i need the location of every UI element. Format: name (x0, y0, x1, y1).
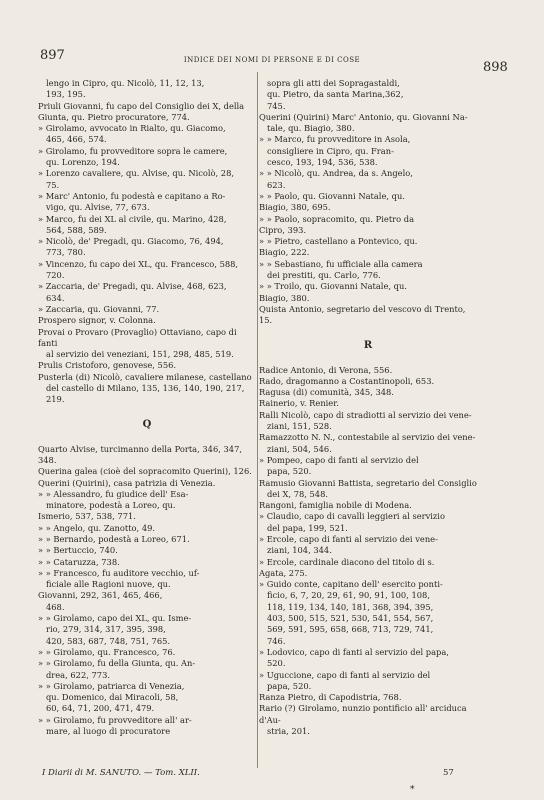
index-continuation: 746. (267, 635, 286, 646)
section-gap (38, 434, 256, 444)
index-subentry: » » Francesco, fu auditore vecchio, uf- (38, 567, 200, 578)
index-continuation: del castello di Milano, 135, 136, 140, 190, 217, (46, 383, 245, 394)
index-entry: Agata, 275. (259, 567, 308, 578)
index-subentry: » Girolamo, avvocato in Rialto, qu. Giacomo, (38, 123, 226, 134)
section-gap (38, 406, 256, 416)
index-continuation: dei X, 78, 548. (267, 488, 328, 499)
section-gap (259, 327, 477, 337)
index-subentry: » » Angelo, qu. Zanotto, 49. (38, 522, 156, 533)
index-continuation: 60, 64, 71, 200, 471, 479. (46, 703, 155, 714)
index-continuation: rio, 279, 314, 317, 395, 398, (46, 624, 166, 635)
index-entry: Rado, dragomanno a Costantinopoli, 653. (259, 375, 435, 386)
index-subentry: » Marc' Antonio, fu podestà e capitano a Ro- (38, 190, 226, 201)
index-entry: Provai o Provaro (Provaglio) Ottaviano, capo di fanti (38, 326, 237, 348)
index-entry: Prulis Cristoforo, genovese, 556. (38, 360, 177, 371)
index-entry: Ramusio Giovanni Battista, segretario del Consiglio (259, 477, 477, 488)
footer-mark: * (410, 785, 415, 795)
index-entry: Rario (?) Girolamo, nunzio pontificio all' arciduca d'Au- (259, 703, 467, 725)
index-subentry: » » Paolo, sopracomito, qu. Pietro da (259, 213, 415, 224)
section-letter: Q (142, 418, 152, 430)
index-subentry: » » Sebastiano, fu ufficiale alla camera (259, 258, 423, 269)
index-subentry: » Girolamo, fu provveditore sopra le camere, (38, 145, 228, 156)
index-entry: Ragusa (di) comunità, 345, 348. (259, 387, 394, 398)
index-continuation: ziani, 504, 546. (267, 443, 332, 454)
page-number-right: 898 (483, 60, 508, 75)
index-entry: Radice Antonio, di Verona, 556. (259, 364, 393, 375)
index-entry: Cipro, 393. (259, 224, 307, 235)
index-subentry: » » Girolamo, fu della Giunta, qu. An- (38, 658, 196, 669)
index-continuation: 468. (46, 601, 65, 612)
index-subentry: » Vincenzo, fu capo dei XL, qu. Francesco, 588, (38, 258, 239, 269)
index-entry: Querini (Quirini) Marc' Antonio, qu. Giovanni Na- (259, 111, 468, 122)
index-entry: Quista Antonio, segretario del vescovo di Trento, 15. (259, 303, 466, 326)
index-entry: Pusterla (di) Nicolò, cavaliere milanese, castellano (38, 371, 252, 382)
index-entry: Biagio, 380, 695. (259, 202, 331, 213)
index-subentry: » » Girolamo, fu provveditore all' ar- (38, 714, 192, 725)
index-subentry: » Lorenzo cavaliere, qu. Alvise, qu. Nicolò, 28, (38, 168, 234, 179)
index-continuation: 118, 119, 134, 140, 181, 368, 394, 395, (267, 601, 434, 612)
index-continuation: ficio, 6, 7, 20, 29, 61, 90, 91, 100, 108, (267, 590, 430, 601)
index-entry: Priuli Giovanni, fu capo del Consiglio dei X, della (38, 100, 245, 111)
index-continuation: 193, 195. (46, 89, 86, 100)
index-subentry: » » Girolamo, qu. Francesco, 76. (38, 646, 176, 657)
index-continuation: 634. (46, 292, 65, 303)
index-continuation: al servizio dei veneziani, 151, 298, 485, 519. (46, 349, 234, 360)
page-number-left: 897 (40, 48, 65, 63)
index-continuation: papa, 520. (267, 466, 312, 477)
index-entry: Ramazzotto N. N., contestabile al servizio dei vene- (259, 432, 476, 443)
index-subentry: » » Troilo, qu. Giovanni Natale, qu. (259, 281, 407, 292)
index-entry: Querini (Quirini), casa patrizia di Venezia. (38, 477, 216, 488)
index-continuation: 623. (267, 179, 286, 190)
index-subentry: » » Girolamo, patriarca di Venezia, (38, 680, 185, 691)
index-subentry: » » Girolamo, capo dei XL, qu. Isme- (38, 613, 192, 624)
index-subentry: » Marco, fu dei XL al civile, qu. Marino, 428, (38, 213, 227, 224)
index-continuation: cesco, 193, 194, 536, 538. (267, 157, 378, 168)
index-continuation: ficiale alle Ragioni nuove, qu. (46, 579, 171, 590)
section-gap (259, 355, 477, 365)
index-continuation: 420, 583, 687, 748, 751, 765. (46, 635, 171, 646)
index-subentry: » Uguccione, capo di fanti al servizio del (259, 669, 431, 680)
index-entry: Biagio, 380. (259, 292, 310, 303)
index-continuation: papa, 520. (267, 680, 312, 691)
index-subentry: » Pompeo, capo di fanti al servizio del (259, 454, 419, 465)
index-entry: Biagio, 222. (259, 247, 310, 258)
index-continuation: 773, 780. (46, 247, 86, 258)
column-divider (257, 72, 258, 768)
index-continuation: ziani, 151, 528. (267, 421, 332, 432)
index-subentry: » » Alessandro, fu giudice dell' Esa- (38, 488, 189, 499)
index-subentry: » » Pietro, castellano a Pontevico, qu. (259, 236, 418, 247)
index-continuation: 745. (267, 100, 286, 111)
index-continuation: 75. (46, 179, 60, 190)
index-subentry: » Claudio, capo di cavalli leggieri al servizio (259, 511, 445, 522)
index-continuation: qu. Pietro, da santa Marina,362, (267, 89, 404, 100)
running-header: INDICE DEI NOMI DI PERSONE E DI COSE (183, 56, 361, 64)
index-continuation: 465, 466, 574. (46, 134, 107, 145)
index-entry: Ismerio, 537, 538, 771. (38, 511, 136, 522)
index-continuation: ziani, 104, 344. (267, 545, 332, 556)
index-continuation: stria, 201. (267, 726, 310, 737)
index-entry: Rainerio, v. Renier. (259, 398, 339, 409)
index-entry: Giovanni, 292, 361, 465, 466, (38, 590, 163, 601)
index-entry: Prospero signor, v. Colonna. (38, 315, 156, 326)
index-subentry: » Ercole, cardinale diacono del titolo di s. (259, 556, 435, 567)
index-subentry: » Guido conte, capitano dell' esercito ponti- (259, 579, 443, 590)
index-entry: Querina galea (cioè del sopracomito Querini), 126. (38, 466, 252, 477)
section-letter: R (363, 339, 373, 351)
index-subentry: » Zaccaria, qu. Giovanni, 77. (38, 303, 160, 314)
index-subentry: » » Bernardo, podestà a Loreo, 671. (38, 533, 190, 544)
index-continuation: dei prestiti, qu. Carlo, 776. (267, 270, 381, 281)
index-entry: Ranza Pietro, di Capodistria, 768. (259, 692, 402, 703)
index-entry: Quarto Alvise, turcimanno della Porta, 346, 347, 348. (38, 443, 242, 465)
footer-sheet-number: 57 (443, 768, 454, 778)
index-subentry: » » Paolo, qu. Giovanni Natale, qu. (259, 190, 405, 201)
index-column-right (259, 78, 477, 737)
index-continuation: mare, al luogo di procuratore (46, 726, 171, 737)
index-continuation: 403, 500, 515, 521, 530, 541, 554, 567, (267, 613, 434, 624)
index-continuation: 219. (46, 394, 65, 405)
index-subentry: » Nicolò, de' Pregadi, qu. Giacomo, 76, 494, (38, 236, 224, 247)
index-continuation: qu. Lorenzo, 194. (46, 157, 120, 168)
index-continuation: 564, 588, 589. (46, 224, 107, 235)
index-subentry: » » Nicolò, qu. Andrea, da s. Angelo, (259, 168, 413, 179)
index-subentry: » Lodovico, capo di fanti al servizio del papa, (259, 646, 449, 657)
index-continuation: 720. (46, 270, 65, 281)
index-subentry: » » Bertuccio, 740. (38, 545, 118, 556)
index-continuation: 520. (267, 658, 286, 669)
index-continuation: tale, qu. Biagio, 380. (267, 123, 355, 134)
index-continuation: sopra gli atti dei Sopragastaldi, (267, 78, 400, 88)
index-continuation: qu. Domenico, dai Miracoli, 58, (46, 692, 179, 703)
index-continuation: vigo, qu. Alvise, 77, 673. (46, 202, 150, 213)
index-entry: Rangoni, famiglia nobile di Modena. (259, 500, 412, 511)
index-entry: Ralli Nicolò, capo di stradiotti al servizio dei vene- (259, 409, 472, 420)
index-subentry: » » Marco, fu provveditore in Asola, (259, 134, 411, 145)
index-entry: Giunta, qu. Pietro procuratore, 774. (38, 111, 190, 122)
index-continuation: del papa, 199, 521. (267, 522, 348, 533)
index-continuation: minatore, podestà a Loreo, qu. (46, 500, 176, 511)
index-continuation: 569, 591, 595, 658, 668, 713, 729, 741, (267, 624, 434, 635)
index-subentry: » » Cataruzza, 738. (38, 556, 120, 567)
index-continuation: consigliere in Cipro, qu. Fran- (267, 145, 394, 156)
footer-signature: I Diarii di M. SANUTO. — Tom. XLII. (42, 768, 200, 778)
index-continuation: drea, 622, 773. (46, 669, 110, 680)
index-subentry: » Zaccaria, de' Pregadi, qu. Alvise, 468, 623, (38, 281, 227, 292)
index-column-left (38, 78, 256, 737)
index-continuation: lengo in Cipro, qu. Nicolò, 11, 12, 13, (46, 78, 205, 88)
index-subentry: » Ercole, capo di fanti al servizio dei vene- (259, 533, 438, 544)
